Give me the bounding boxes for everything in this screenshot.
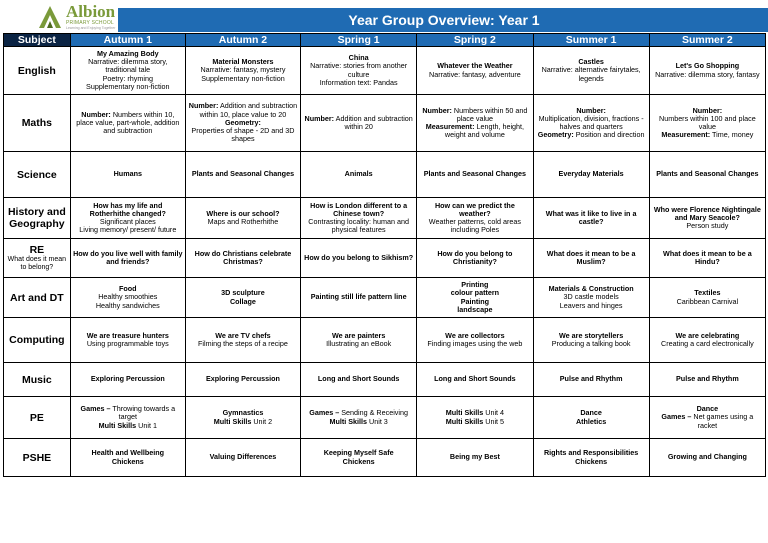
topic-line: Collage xyxy=(229,296,256,306)
topic-line: Pulse and Rhythm xyxy=(559,374,623,384)
topic-cell xyxy=(185,363,300,397)
topic-line: Supplementary non-fiction xyxy=(201,73,285,83)
topic-cell xyxy=(649,439,765,477)
subject-cell xyxy=(4,95,71,152)
topic-line: Narrative: fantasy, mystery xyxy=(200,65,286,75)
table-row xyxy=(4,239,766,278)
topic-cell xyxy=(417,152,533,198)
topic-cell xyxy=(417,47,533,95)
topic-line: Dance xyxy=(580,408,602,418)
topic-cell xyxy=(185,95,300,152)
subject-cell xyxy=(4,397,71,439)
topic-line: Plants and Seasonal Changes xyxy=(656,169,759,179)
topic-label: Multi Skills xyxy=(329,416,368,426)
table-row xyxy=(4,278,766,318)
topic-line: Dance xyxy=(696,404,719,414)
topic-line: Maps and Rotherhithe xyxy=(207,217,279,226)
topic-cell xyxy=(301,95,417,152)
topic-label: Measurement: xyxy=(661,130,711,140)
topic-line: How do Christians celebrate Christmas? xyxy=(194,248,292,266)
topic-line: Animals xyxy=(344,169,373,179)
topic-line: Keeping Myself Safe xyxy=(323,448,394,458)
topic-line: Pulse and Rhythm xyxy=(676,374,739,384)
topic-line: Long and Short Sounds xyxy=(317,374,400,384)
topic-line: Narrative: alternative fairytales, legends xyxy=(541,65,641,83)
topic-cell xyxy=(70,278,185,318)
topic-cell xyxy=(185,198,300,239)
topic-line: Long and Short Sounds xyxy=(434,374,516,384)
topic-cell xyxy=(185,152,300,198)
topic-line: Creating a card electronically xyxy=(661,339,754,348)
topic-line: Exploring Percussion xyxy=(90,374,165,384)
subject-name: PSHE xyxy=(22,451,52,464)
topic-cell xyxy=(417,95,533,152)
topic-line: Exploring Percussion xyxy=(206,374,280,384)
topic-label: Number: xyxy=(422,105,452,115)
topic-line: 3D castle models xyxy=(563,292,619,302)
topic-line: We are collectors xyxy=(445,330,505,340)
table-row xyxy=(4,397,766,439)
subject-cell xyxy=(4,439,71,477)
topic-cell xyxy=(649,95,765,152)
topic-cell xyxy=(70,363,185,397)
subject-name: Science xyxy=(17,168,57,181)
column-header: Subject xyxy=(4,34,71,47)
topic-line: Gymnastics xyxy=(222,408,264,418)
column-header: Summer 2 xyxy=(649,34,765,47)
topic-line: Living memory/ present/ future xyxy=(79,225,177,235)
topic-cell xyxy=(185,397,300,439)
topic-cell xyxy=(533,198,649,239)
topic-line: Textiles xyxy=(694,288,721,298)
topic-cell xyxy=(417,239,533,278)
topic-line: Healthy smoothies xyxy=(98,292,158,302)
topic-line: What does it mean to be a Hindu? xyxy=(663,248,752,266)
topic-line: Weather patterns, cold areas including Poles xyxy=(428,217,521,235)
topic-cell xyxy=(649,239,765,278)
subject-note: What does it mean to belong? xyxy=(7,256,67,271)
topic-cell xyxy=(533,278,649,318)
topic-line: Chickens xyxy=(342,456,375,466)
subject-cell xyxy=(4,318,71,363)
topic-line xyxy=(419,107,530,123)
topic-label: Multi Skills xyxy=(445,416,484,426)
topic-detail: Numbers within 50 and place value xyxy=(453,105,528,123)
column-header: Spring 2 xyxy=(417,34,533,47)
topic-label: Multi Skills xyxy=(445,408,484,418)
topic-line: Plants and Seasonal Changes xyxy=(423,169,527,179)
topic-cell xyxy=(301,363,417,397)
topic-detail: Addition and subtraction within 20 xyxy=(335,113,413,131)
topic-cell xyxy=(417,278,533,318)
topic-label: Measurement: xyxy=(425,122,475,131)
topic-line: Properties of shape - 2D and 3D shapes xyxy=(191,126,295,144)
logo-name: Albion xyxy=(66,2,116,21)
subject-cell xyxy=(4,278,71,318)
topic-line: Valuing Differences xyxy=(209,452,277,462)
topic-line: Chickens xyxy=(575,456,608,466)
topic-line: How do you belong to Christianity? xyxy=(437,248,513,266)
subject-name: RE xyxy=(29,244,45,256)
topic-line: Leavers and hinges xyxy=(559,300,623,310)
topic-cell xyxy=(301,397,417,439)
topic-cell xyxy=(533,152,649,198)
topic-cell xyxy=(649,278,765,318)
topic-line: How do you belong to Sikhism? xyxy=(304,252,414,262)
topic-cell xyxy=(301,439,417,477)
topic-detail: Unit 5 xyxy=(485,416,505,426)
page-header xyxy=(0,0,768,34)
topic-cell xyxy=(417,198,533,239)
page-title: Year Group Overview: Year 1 xyxy=(118,8,768,32)
subject-cell xyxy=(4,47,71,95)
topic-line xyxy=(188,418,298,426)
subject-cell xyxy=(4,363,71,397)
subject-name: History and Geography xyxy=(7,206,66,230)
topic-cell xyxy=(301,239,417,278)
topic-label: Games – xyxy=(661,412,692,422)
table-body xyxy=(4,47,766,477)
topic-line: Numbers within 100 and place value xyxy=(659,113,756,131)
topic-cell xyxy=(301,278,417,318)
topic-line: Materials & Construction xyxy=(548,284,634,294)
topic-line: Chickens xyxy=(111,456,144,466)
topic-line: Painting still life pattern line xyxy=(310,292,407,302)
topic-line: How is London different to a Chinese town? xyxy=(310,200,408,218)
topic-line: Material Monsters xyxy=(212,57,274,67)
topic-label: Number: xyxy=(188,101,219,111)
topic-line: Castles xyxy=(578,57,604,67)
table-row xyxy=(4,363,766,397)
topic-line xyxy=(419,418,530,426)
topic-detail: Time, money xyxy=(712,130,754,140)
column-header: Autumn 2 xyxy=(185,34,300,47)
topic-line: Geometry: xyxy=(224,117,261,127)
topic-line: Using programmable toys xyxy=(86,339,169,348)
topic-cell xyxy=(533,439,649,477)
topic-line xyxy=(419,123,530,139)
topic-line: Being my Best xyxy=(449,452,500,462)
topic-line: Whatever the Weather xyxy=(437,61,513,71)
topic-line: Everyday Materials xyxy=(558,169,624,179)
topic-detail: Sending & Receiving xyxy=(341,408,408,418)
topic-line: Information text: Pandas xyxy=(319,77,398,87)
topic-cell xyxy=(185,439,300,477)
topic-label: Number: xyxy=(81,109,111,119)
topic-detail: Unit 3 xyxy=(369,416,388,426)
table-row xyxy=(4,152,766,198)
topic-line xyxy=(73,111,183,136)
topic-line: Illustrating an eBook xyxy=(326,339,392,348)
topic-line: Narrative: dilemma story, fantasy xyxy=(655,69,760,79)
column-header: Autumn 1 xyxy=(70,34,185,47)
topic-line: Athletics xyxy=(575,416,607,426)
topic-line: Poetry: rhyming xyxy=(102,73,153,83)
topic-line: Humans xyxy=(113,169,142,179)
topic-cell xyxy=(417,439,533,477)
topic-line: How do you live well with family and friends? xyxy=(73,248,183,266)
topic-label: Multi Skills xyxy=(213,416,252,426)
topic-label: Games – xyxy=(309,408,340,418)
subject-name: Maths xyxy=(21,117,53,129)
topic-line: China xyxy=(348,53,369,63)
topic-line: We are painters xyxy=(331,330,386,340)
topic-cell xyxy=(70,47,185,95)
topic-line: 3D sculpture xyxy=(221,288,265,298)
topic-line: Contrasting locality: human and physical features xyxy=(308,217,409,235)
subject-name: Music xyxy=(21,373,52,386)
topic-cell xyxy=(533,239,649,278)
topic-cell xyxy=(301,152,417,198)
topic-line: Where is our school? xyxy=(206,208,280,218)
logo-tagline: Learning and Enjoying Together xyxy=(66,26,116,30)
albion-leaf-icon xyxy=(36,3,64,31)
subject-name: Computing xyxy=(9,334,65,346)
table-row xyxy=(4,439,766,477)
topic-cell xyxy=(533,397,649,439)
table-row xyxy=(4,318,766,363)
column-header: Summer 1 xyxy=(533,34,649,47)
topic-line: We are storytellers xyxy=(559,330,624,340)
topic-line: Caribbean Carnival xyxy=(676,296,739,306)
topic-line: Narrative: fantasy, adventure xyxy=(429,69,521,79)
topic-label: Number: xyxy=(304,113,335,123)
topic-line: Growing and Changing xyxy=(667,452,747,462)
topic-cell xyxy=(649,198,765,239)
table-row xyxy=(4,47,766,95)
topic-cell xyxy=(70,239,185,278)
topic-cell xyxy=(649,363,765,397)
topic-cell xyxy=(533,363,649,397)
topic-cell xyxy=(70,397,185,439)
school-logo xyxy=(36,3,116,33)
subject-cell xyxy=(4,198,71,239)
topic-cell xyxy=(301,318,417,363)
topic-line: Plants and Seasonal Changes xyxy=(191,169,295,179)
topic-cell xyxy=(70,152,185,198)
topic-line: Number: xyxy=(692,105,723,115)
topic-label: Games – xyxy=(80,404,111,414)
topic-label: Geometry: xyxy=(537,130,574,140)
topic-line: We are treasure hunters xyxy=(86,330,169,340)
table-row xyxy=(4,198,766,239)
topic-line xyxy=(73,422,183,430)
topic-line: We are TV chefs xyxy=(215,330,271,340)
topic-cell xyxy=(649,152,765,198)
topic-line: Narrative: dilemma story, traditional tale xyxy=(88,57,168,75)
topic-line: Significant places xyxy=(99,217,156,226)
topic-line: What does it mean to be a Muslim? xyxy=(546,248,636,266)
topic-line: Food xyxy=(119,284,137,294)
topic-detail: Numbers within 10, place value, part-whole, addition and subtraction xyxy=(76,109,180,136)
topic-line xyxy=(652,131,763,139)
topic-detail: Throwing towards a target xyxy=(112,404,176,422)
topic-cell xyxy=(417,397,533,439)
topic-line: Painting xyxy=(460,296,490,306)
topic-line: Health and Wellbeing xyxy=(91,448,165,458)
topic-line: Supplementary non-fiction xyxy=(86,81,170,91)
topic-line: Narrative: stories from another culture xyxy=(310,61,408,79)
topic-cell xyxy=(301,198,417,239)
subject-name: Art and DT xyxy=(10,291,64,304)
topic-line: Let's Go Shopping xyxy=(675,61,740,71)
topic-detail: Addition and subtraction within 10, place value to 20 xyxy=(199,101,298,119)
topic-line: Filming the steps of a recipe xyxy=(198,339,288,348)
topic-cell xyxy=(533,318,649,363)
topic-line: landscape xyxy=(457,304,493,314)
topic-line: Printing xyxy=(461,280,489,290)
topic-line: Rights and Responsibilities xyxy=(543,448,639,458)
topic-line: Who were Florence Nightingale and Mary Seacole? xyxy=(653,204,761,222)
topic-line: What was it like to live in a castle? xyxy=(545,208,637,226)
topic-detail: Length, height, weight and volume xyxy=(444,122,525,140)
topic-cell xyxy=(70,95,185,152)
topic-line xyxy=(303,115,414,131)
overview-table xyxy=(3,33,766,477)
topic-cell xyxy=(649,47,765,95)
topic-line: How can we predict the weather? xyxy=(434,200,515,218)
topic-line: Healthy sandwiches xyxy=(95,300,160,310)
topic-line xyxy=(652,413,763,429)
topic-detail: Unit 2 xyxy=(253,416,273,426)
subject-name: English xyxy=(17,64,56,77)
subject-cell xyxy=(4,152,71,198)
topic-line: We are celebrating xyxy=(675,330,740,340)
topic-line: Person study xyxy=(686,221,729,231)
topic-cell xyxy=(417,363,533,397)
topic-cell xyxy=(185,278,300,318)
topic-cell xyxy=(301,47,417,95)
topic-cell xyxy=(649,318,765,363)
subject-name: PE xyxy=(29,411,44,424)
topic-cell xyxy=(185,239,300,278)
topic-cell xyxy=(417,318,533,363)
topic-line: colour pattern xyxy=(450,288,500,298)
topic-cell xyxy=(649,397,765,439)
topic-cell xyxy=(185,318,300,363)
column-header: Spring 1 xyxy=(301,34,417,47)
topic-cell xyxy=(533,95,649,152)
topic-cell xyxy=(70,198,185,239)
topic-line: My Amazing Body xyxy=(96,48,159,58)
topic-label: Multi Skills xyxy=(98,420,137,430)
topic-cell xyxy=(533,47,649,95)
topic-cell xyxy=(185,47,300,95)
table-row xyxy=(4,95,766,152)
topic-detail: Position and direction xyxy=(575,130,645,140)
topic-line: Number: xyxy=(576,105,606,115)
topic-detail: Unit 4 xyxy=(485,408,505,418)
logo-subtitle: PRIMARY SCHOOL xyxy=(66,20,114,26)
topic-cell xyxy=(70,318,185,363)
header-row xyxy=(4,34,766,47)
topic-line xyxy=(536,131,647,139)
topic-detail: Net games using a racket xyxy=(693,412,754,430)
subject-cell xyxy=(4,239,71,278)
topic-detail: Unit 1 xyxy=(138,420,157,430)
topic-line xyxy=(73,405,183,421)
topic-line: Multiplication, division, fractions - halves and quarters xyxy=(538,113,644,131)
topic-line: Producing a talking book xyxy=(551,339,631,348)
topic-line: Finding images using the web xyxy=(427,339,523,348)
topic-line xyxy=(188,102,298,118)
topic-cell xyxy=(70,439,185,477)
topic-line xyxy=(303,418,414,426)
topic-line: How has my life and Rotherhithe changed? xyxy=(89,200,166,218)
